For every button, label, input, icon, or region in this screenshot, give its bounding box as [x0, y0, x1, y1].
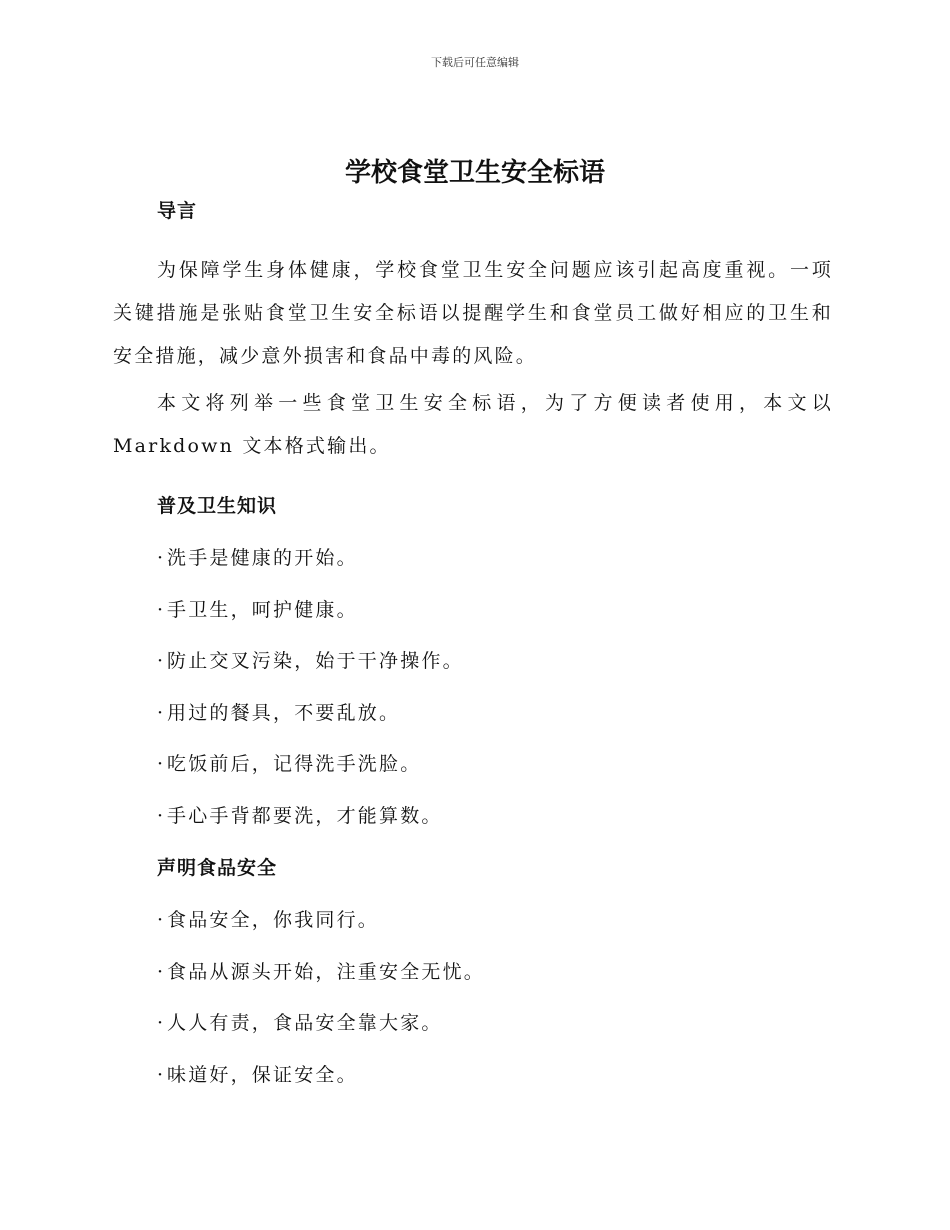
bullet-dot: ·	[157, 547, 166, 569]
list-item	[113, 697, 833, 729]
list-item	[113, 594, 833, 626]
bullet-dot: ·	[157, 1012, 166, 1035]
list-item	[113, 645, 833, 677]
bullet-dot: ·	[157, 804, 166, 827]
list-item	[113, 1059, 833, 1091]
section-heading-hygiene: 普及卫生知识	[157, 495, 278, 517]
bullet-dot: ·	[157, 908, 166, 931]
intro-paragraph-1: 为保障学生身体健康，学校食堂卫生安全问题应该引起高度重视。一项关键措施是张贴食堂卫生安全标语以提醒学生和食堂员工做好相应的卫生和安全措施，减少意外损害和食品中毒的风险。	[113, 259, 833, 367]
slogan-text: 手心手背都要洗，才能算数。	[167, 804, 443, 827]
slogan-text: 味道好，保证安全。	[167, 1063, 358, 1086]
slogan-text: 用过的餐具，不要乱放。	[167, 701, 401, 724]
bullet-dot: ·	[157, 650, 166, 673]
slogan-text: 食品从源头开始，注重安全无忧。	[167, 960, 486, 983]
bullet-dot: ·	[157, 1063, 166, 1086]
section-heading-intro: 导言	[157, 200, 198, 222]
list-item	[113, 800, 833, 832]
bullet-dot: ·	[157, 598, 166, 621]
list-item	[113, 956, 833, 988]
slogan-text: 手卫生，呵护健康。	[167, 598, 358, 621]
food-safety-slogan-list	[113, 904, 833, 1091]
intro-paragraph-2: 本文将列举一些食堂卫生安全标语，为了方便读者使用，本文以Markdown 文本格式输出。	[113, 392, 833, 457]
hygiene-slogan-list	[113, 542, 833, 832]
slogan-text: 防止交叉污染，始于干净操作。	[167, 650, 464, 673]
slogan-text: 人人有责，食品安全靠大家。	[167, 1012, 443, 1035]
list-item	[113, 1007, 833, 1039]
document-body	[113, 195, 833, 1110]
bullet-dot: ·	[157, 960, 166, 983]
slogan-text: 吃饭前后，记得洗手洗脸。	[167, 753, 422, 776]
list-item	[113, 748, 833, 780]
list-item	[113, 542, 833, 574]
bullet-dot: ·	[157, 701, 166, 724]
list-item	[113, 904, 833, 936]
document-title: 学校食堂卫生安全标语	[344, 158, 605, 188]
section-heading-food-safety: 声明食品安全	[157, 856, 278, 879]
slogan-text: 洗手是健康的开始。	[167, 547, 358, 569]
bullet-dot: ·	[157, 753, 166, 776]
header-note: 下载后可任意编辑	[431, 56, 519, 69]
slogan-text: 食品安全，你我同行。	[167, 908, 380, 931]
